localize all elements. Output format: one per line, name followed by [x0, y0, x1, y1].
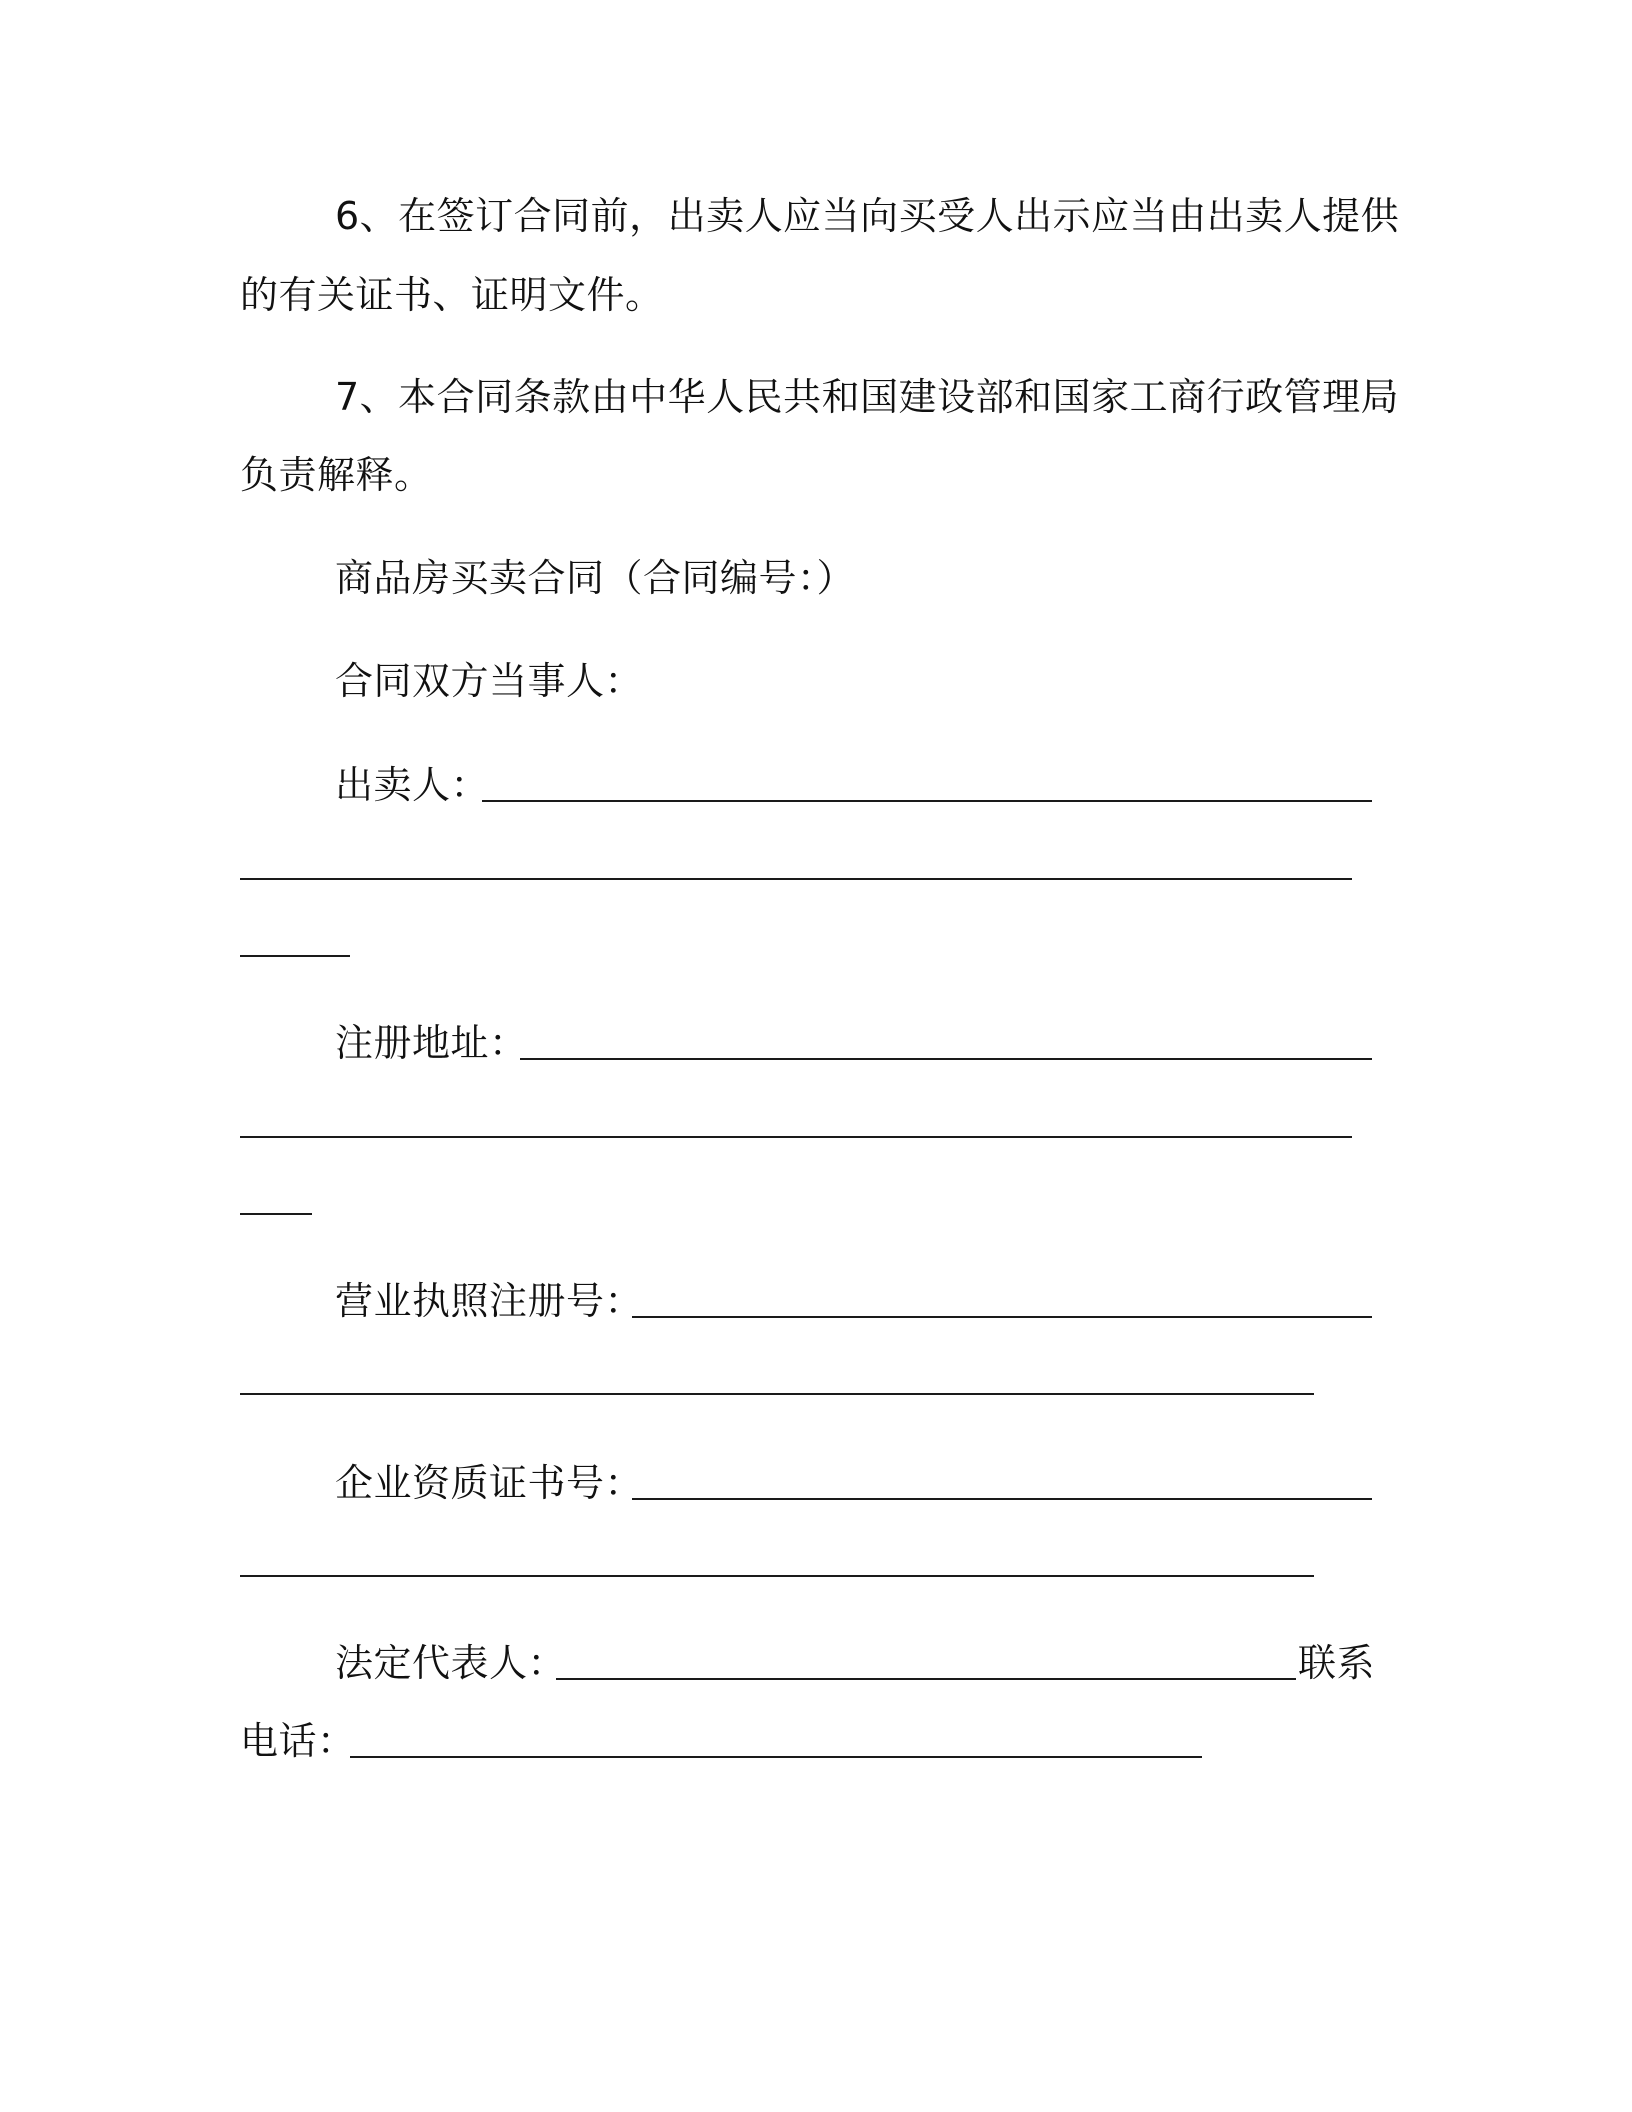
clause-6-line-1: 6、在签订合同前，出卖人应当向买受人出示应当由出卖人提供 — [335, 194, 1400, 238]
license-field-line[interactable] — [632, 1316, 1372, 1318]
clause-6-line-2: 的有关证书、证明文件。 — [240, 273, 664, 317]
address-field-line-2[interactable] — [240, 1136, 1352, 1138]
legal-rep-label: 法定代表人： — [335, 1641, 567, 1685]
phone-field-line[interactable] — [350, 1756, 1202, 1758]
contract-title: 商品房买卖合同（合同编号：） — [335, 556, 856, 600]
clause-7-line-2: 负责解释。 — [240, 453, 433, 497]
address-field-line-3[interactable] — [240, 1213, 312, 1215]
license-field-line-2[interactable] — [240, 1393, 1314, 1395]
license-label: 营业执照注册号： — [335, 1279, 644, 1323]
contact-label-part1: 联系 — [1298, 1641, 1376, 1685]
qualification-field-line-2[interactable] — [240, 1575, 1314, 1577]
qualification-field-line[interactable] — [632, 1498, 1372, 1500]
address-label: 注册地址： — [335, 1021, 528, 1065]
clause-7-line-1: 7、本合同条款由中华人民共和国建设部和国家工商行政管理局 — [335, 375, 1400, 419]
seller-label: 出卖人： — [335, 763, 490, 807]
seller-field-line-2[interactable] — [240, 878, 1352, 880]
contact-label-part2: 电话： — [240, 1719, 356, 1763]
seller-field-line[interactable] — [482, 800, 1372, 802]
seller-field-line-3[interactable] — [240, 955, 350, 957]
parties-heading: 合同双方当事人： — [335, 659, 644, 703]
legal-rep-field-line[interactable] — [556, 1678, 1296, 1680]
address-field-line[interactable] — [520, 1058, 1372, 1060]
qualification-label: 企业资质证书号： — [335, 1461, 644, 1505]
